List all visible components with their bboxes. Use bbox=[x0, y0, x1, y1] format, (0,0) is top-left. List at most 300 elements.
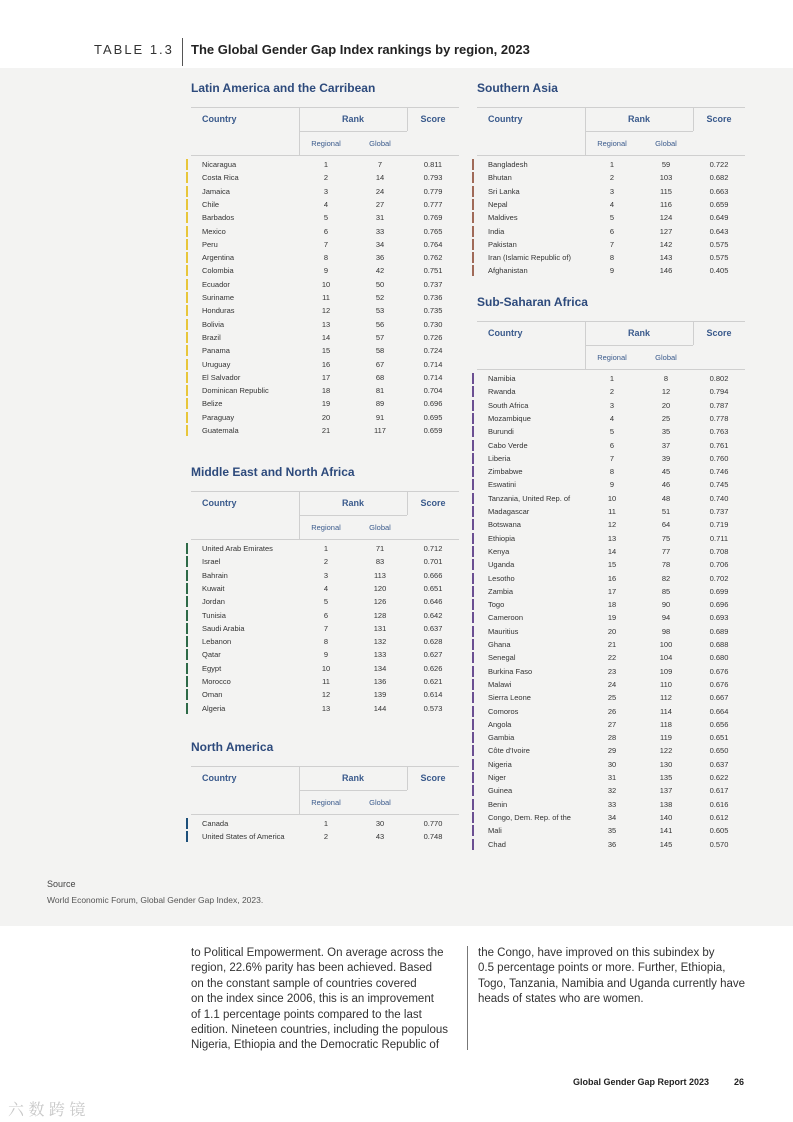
global-rank: 42 bbox=[375, 266, 385, 276]
country-name: Costa Rica bbox=[202, 173, 239, 183]
body-column-1 bbox=[191, 946, 448, 1054]
country-name: Lebanon bbox=[202, 637, 232, 647]
country-name: Nepal bbox=[488, 199, 508, 209]
country-name: Sierra Leone bbox=[488, 693, 531, 703]
regional-rank: 2 bbox=[323, 557, 329, 567]
global-rank: 75 bbox=[661, 533, 671, 543]
table-top-rule bbox=[191, 491, 459, 492]
global-rank: 30 bbox=[375, 819, 385, 828]
score-value: 0.769 bbox=[423, 213, 443, 223]
score-value: 0.712 bbox=[423, 544, 443, 553]
regional-rank: 11 bbox=[322, 293, 330, 302]
column-header-regional: Regional bbox=[311, 798, 341, 807]
score-value: 0.637 bbox=[709, 759, 729, 769]
global-rank: 90 bbox=[661, 600, 671, 610]
table-row bbox=[191, 238, 459, 251]
region-color-bar bbox=[186, 398, 188, 409]
regional-rank: 33 bbox=[607, 799, 617, 809]
column-header-score: Score bbox=[420, 773, 446, 783]
score-value: 0.688 bbox=[709, 640, 729, 649]
regional-rank: 8 bbox=[323, 253, 329, 263]
score-value: 0.737 bbox=[423, 279, 443, 289]
global-rank: 46 bbox=[661, 480, 671, 490]
country-name: Kuwait bbox=[202, 583, 225, 593]
region-color-bar bbox=[472, 426, 474, 437]
regional-rank: 12 bbox=[321, 306, 331, 316]
score-value: 0.627 bbox=[423, 650, 443, 660]
score-value: 0.779 bbox=[423, 186, 443, 196]
column-header-rank: Rank bbox=[341, 498, 364, 508]
global-rank: 128 bbox=[373, 610, 387, 620]
table-row bbox=[477, 478, 745, 491]
region-title: Southern Asia bbox=[477, 81, 558, 95]
region-color-bar bbox=[472, 599, 474, 610]
body-text-line: Nigeria, Ethiopia and the Democratic Republic of bbox=[191, 1039, 440, 1052]
table-row bbox=[191, 211, 459, 224]
country-name: Comoros bbox=[488, 706, 519, 716]
global-rank: 132 bbox=[373, 637, 387, 647]
region-color-bar bbox=[186, 831, 188, 842]
country-name: Rwanda bbox=[488, 387, 516, 397]
regional-rank: 10 bbox=[321, 663, 331, 673]
global-rank: 82 bbox=[661, 573, 671, 583]
region-color-bar bbox=[472, 239, 474, 250]
global-rank: 126 bbox=[373, 597, 387, 607]
country-name: Zimbabwe bbox=[488, 467, 523, 477]
table-row bbox=[477, 372, 745, 385]
region-color-bar bbox=[472, 172, 474, 183]
score-value: 0.763 bbox=[709, 427, 729, 437]
score-value: 0.724 bbox=[423, 346, 443, 356]
score-value: 0.745 bbox=[709, 480, 729, 490]
score-value: 0.765 bbox=[423, 226, 443, 236]
header-bottom-rule bbox=[477, 369, 745, 370]
table-row bbox=[477, 532, 745, 545]
score-value: 0.696 bbox=[423, 399, 443, 409]
table-row bbox=[191, 397, 459, 410]
regional-rank: 4 bbox=[323, 199, 329, 209]
table-row bbox=[477, 798, 745, 811]
score-value: 0.737 bbox=[709, 507, 729, 516]
country-name: India bbox=[488, 226, 505, 236]
region-color-bar bbox=[472, 692, 474, 703]
table-row bbox=[477, 518, 745, 531]
table-row bbox=[191, 569, 459, 582]
global-rank: 50 bbox=[375, 279, 385, 289]
region-color-bar bbox=[472, 639, 474, 650]
table-row bbox=[191, 358, 459, 371]
regional-rank: 3 bbox=[323, 186, 329, 196]
country-name: Malawi bbox=[488, 679, 512, 689]
source-text: World Economic Forum, Global Gender Gap Index, 2023. bbox=[47, 895, 264, 905]
score-value: 0.667 bbox=[709, 693, 729, 703]
column-header-country: Country bbox=[202, 773, 237, 783]
regional-rank: 30 bbox=[607, 759, 617, 769]
regional-rank: 28 bbox=[607, 733, 617, 743]
region-color-bar bbox=[186, 649, 188, 660]
column-header-rank: Rank bbox=[627, 114, 650, 124]
global-rank: 8 bbox=[663, 374, 669, 383]
region-color-bar bbox=[472, 666, 474, 677]
region-color-bar bbox=[472, 265, 474, 276]
source-label: Source bbox=[47, 879, 76, 889]
score-value: 0.605 bbox=[709, 826, 729, 836]
score-value: 0.628 bbox=[423, 637, 443, 647]
country-name: Liberia bbox=[488, 453, 511, 463]
region-color-bar bbox=[472, 199, 474, 210]
country-name: United States of America bbox=[202, 832, 285, 842]
country-name: Saudi Arabia bbox=[202, 623, 245, 633]
table-row bbox=[477, 425, 745, 438]
global-rank: 104 bbox=[659, 653, 673, 663]
country-name: Chile bbox=[202, 199, 220, 209]
regional-rank: 11 bbox=[322, 677, 330, 686]
country-name: Jordan bbox=[202, 597, 225, 607]
regional-rank: 8 bbox=[609, 467, 615, 477]
global-rank: 103 bbox=[659, 173, 673, 183]
global-rank: 27 bbox=[375, 199, 385, 209]
body-text-line: of 1.1 percentage points compared to the last bbox=[191, 1008, 422, 1021]
table-title: The Global Gender Gap Index rankings by region, 2023 bbox=[191, 42, 530, 57]
rank-subheader-rule bbox=[299, 790, 407, 791]
global-rank: 115 bbox=[660, 186, 672, 196]
region-color-bar bbox=[472, 772, 474, 783]
country-name: Colombia bbox=[202, 266, 234, 276]
score-value: 0.649 bbox=[709, 213, 729, 223]
score-value: 0.664 bbox=[709, 706, 729, 716]
region-color-bar bbox=[472, 799, 474, 810]
score-value: 0.746 bbox=[709, 467, 729, 477]
country-name: Oman bbox=[202, 690, 223, 700]
table-row bbox=[191, 817, 459, 830]
table-row bbox=[191, 542, 459, 555]
global-rank: 91 bbox=[375, 412, 385, 422]
rank-subheader-rule bbox=[585, 345, 693, 346]
regional-rank: 32 bbox=[607, 786, 617, 796]
regional-rank: 8 bbox=[323, 637, 329, 647]
global-rank: 37 bbox=[661, 440, 671, 450]
column-header-global: Global bbox=[369, 523, 391, 532]
score-value: 0.573 bbox=[423, 703, 443, 713]
country-name: Lesotho bbox=[488, 573, 515, 583]
country-name: Burkina Faso bbox=[488, 666, 533, 676]
global-rank: 144 bbox=[373, 703, 387, 713]
regional-rank: 3 bbox=[609, 400, 615, 410]
score-value: 0.751 bbox=[423, 266, 443, 276]
regional-rank: 12 bbox=[321, 690, 331, 700]
score-value: 0.659 bbox=[423, 426, 443, 435]
regional-rank: 6 bbox=[323, 610, 329, 620]
table-row bbox=[191, 291, 459, 304]
country-name: Nigeria bbox=[488, 759, 512, 769]
table-row bbox=[191, 555, 459, 568]
global-rank: 35 bbox=[661, 427, 671, 437]
country-name: Zambia bbox=[488, 586, 514, 596]
table-row bbox=[477, 665, 745, 678]
table-row bbox=[191, 830, 459, 843]
country-name: Bolivia bbox=[202, 319, 225, 329]
regional-rank: 29 bbox=[607, 746, 617, 756]
rank-subheader-rule bbox=[585, 131, 693, 132]
country-name: Ecuador bbox=[202, 279, 230, 289]
global-rank: 48 bbox=[661, 493, 671, 503]
global-rank: 139 bbox=[373, 690, 387, 700]
column-header-rank: Rank bbox=[341, 114, 364, 124]
score-value: 0.802 bbox=[709, 374, 729, 383]
global-rank: 143 bbox=[659, 253, 673, 263]
region-color-bar bbox=[472, 226, 474, 237]
score-value: 0.626 bbox=[423, 663, 443, 673]
country-name: Israel bbox=[202, 557, 221, 567]
region-color-bar bbox=[186, 159, 188, 170]
table-top-rule bbox=[477, 107, 745, 108]
global-rank: 142 bbox=[659, 239, 673, 249]
table-row bbox=[477, 385, 745, 398]
table-row bbox=[191, 609, 459, 622]
score-value: 0.616 bbox=[709, 799, 729, 809]
region-color-bar bbox=[472, 759, 474, 770]
column-header-rank: Rank bbox=[627, 328, 650, 338]
country-name: Paraguay bbox=[202, 412, 235, 422]
regional-rank: 15 bbox=[321, 346, 331, 356]
country-name: Namibia bbox=[488, 374, 516, 383]
page-number: 26 bbox=[734, 1077, 745, 1087]
regional-rank: 19 bbox=[607, 613, 617, 623]
regional-rank: 5 bbox=[323, 597, 329, 607]
global-rank: 14 bbox=[375, 173, 385, 183]
table-row bbox=[191, 318, 459, 331]
global-rank: 138 bbox=[659, 799, 673, 809]
regional-rank: 35 bbox=[607, 826, 617, 836]
table-top-rule bbox=[477, 321, 745, 322]
country-name: Guinea bbox=[488, 786, 513, 796]
region-color-bar bbox=[186, 412, 188, 423]
regional-rank: 8 bbox=[609, 253, 615, 263]
country-name: Cameroon bbox=[488, 613, 524, 623]
global-rank: 137 bbox=[659, 786, 673, 796]
region-color-bar bbox=[186, 359, 188, 370]
country-name: Iran (Islamic Republic of) bbox=[488, 253, 571, 263]
global-rank: 146 bbox=[659, 266, 673, 276]
table-row bbox=[477, 572, 745, 585]
country-name: Peru bbox=[202, 239, 218, 249]
score-value: 0.736 bbox=[423, 293, 443, 302]
body-text-line: region, 22.6% parity has been achieved. Based bbox=[191, 962, 433, 975]
country-name: Bhutan bbox=[488, 173, 512, 183]
score-value: 0.730 bbox=[423, 319, 443, 329]
region-color-bar bbox=[472, 732, 474, 743]
region-color-bar bbox=[472, 453, 474, 464]
country-name: Mali bbox=[488, 826, 502, 836]
country-name: Panama bbox=[202, 346, 230, 356]
global-rank: 71 bbox=[375, 544, 385, 553]
country-name: Togo bbox=[488, 600, 505, 610]
global-rank: 116 bbox=[660, 199, 672, 209]
table-row bbox=[477, 545, 745, 558]
country-name: Belize bbox=[202, 399, 223, 409]
country-name: El Salvador bbox=[202, 372, 241, 382]
table-row bbox=[477, 678, 745, 691]
regional-rank: 2 bbox=[323, 173, 329, 183]
global-rank: 141 bbox=[659, 826, 673, 836]
regional-rank: 7 bbox=[323, 623, 329, 633]
score-value: 0.621 bbox=[423, 677, 443, 686]
table-row bbox=[477, 558, 745, 571]
region-color-bar bbox=[186, 372, 188, 383]
region-color-bar bbox=[186, 818, 188, 829]
regional-rank: 31 bbox=[607, 773, 617, 782]
global-rank: 45 bbox=[661, 467, 671, 477]
column-header-global: Global bbox=[655, 353, 677, 362]
global-rank: 94 bbox=[661, 613, 671, 623]
global-rank: 127 bbox=[659, 226, 673, 236]
region-color-bar bbox=[186, 172, 188, 183]
regional-rank: 2 bbox=[323, 832, 329, 842]
region-color-bar bbox=[186, 689, 188, 700]
score-value: 0.614 bbox=[423, 690, 443, 700]
region-color-bar bbox=[472, 679, 474, 690]
body-text-line: 0.5 percentage points or more. Further, Ethiopia, bbox=[478, 962, 726, 975]
table-row bbox=[477, 758, 745, 771]
country-name: Uganda bbox=[488, 560, 515, 570]
regional-rank: 24 bbox=[607, 679, 617, 689]
regional-rank: 14 bbox=[607, 546, 617, 556]
region-title: Sub-Saharan Africa bbox=[477, 295, 588, 309]
region-color-bar bbox=[472, 479, 474, 490]
region-color-bar bbox=[186, 676, 188, 687]
score-value: 0.726 bbox=[423, 332, 443, 342]
regional-rank: 27 bbox=[607, 719, 617, 729]
region-color-bar bbox=[472, 573, 474, 584]
score-value: 0.682 bbox=[709, 173, 729, 183]
region-color-bar bbox=[186, 279, 188, 290]
regional-rank: 3 bbox=[323, 570, 329, 580]
country-name: Afghanistan bbox=[488, 266, 528, 276]
regional-rank: 26 bbox=[607, 706, 617, 716]
global-rank: 118 bbox=[660, 719, 672, 729]
region-color-bar bbox=[186, 186, 188, 197]
global-rank: 12 bbox=[661, 387, 671, 397]
score-value: 0.701 bbox=[423, 557, 443, 567]
regional-rank: 10 bbox=[607, 493, 617, 503]
table-row bbox=[191, 185, 459, 198]
country-name: Kenya bbox=[488, 546, 510, 556]
column-header-country: Country bbox=[202, 114, 237, 124]
regional-rank: 16 bbox=[321, 359, 331, 369]
column-header-score: Score bbox=[420, 498, 446, 508]
regional-rank: 13 bbox=[607, 533, 617, 543]
region-color-bar bbox=[186, 636, 188, 647]
column-header-country: Country bbox=[202, 498, 237, 508]
body-text-line: to Political Empowerment. On average across the bbox=[191, 947, 444, 959]
table-row bbox=[191, 278, 459, 291]
country-name: Dominican Republic bbox=[202, 386, 269, 396]
table-row bbox=[477, 505, 745, 518]
global-rank: 114 bbox=[660, 706, 672, 716]
regional-rank: 1 bbox=[323, 160, 329, 169]
regional-rank: 4 bbox=[323, 583, 329, 593]
country-name: Guatemala bbox=[202, 426, 239, 435]
score-value: 0.617 bbox=[709, 786, 729, 796]
table-row bbox=[477, 651, 745, 664]
region-color-bar bbox=[186, 596, 188, 607]
column-header-global: Global bbox=[369, 798, 391, 807]
body-column-2 bbox=[478, 946, 745, 1008]
body-text-line: edition. Nineteen countries, including the populous bbox=[191, 1024, 449, 1037]
country-name: Argentina bbox=[202, 253, 235, 263]
table-row bbox=[191, 304, 459, 317]
table-row bbox=[477, 225, 745, 238]
global-rank: 7 bbox=[377, 160, 383, 169]
score-value: 0.740 bbox=[709, 493, 729, 503]
score-value: 0.570 bbox=[709, 839, 729, 849]
country-name: Cabo Verde bbox=[488, 440, 528, 450]
region-color-bar bbox=[186, 199, 188, 210]
country-name: Honduras bbox=[202, 306, 235, 316]
region-color-bar bbox=[472, 839, 474, 850]
regional-rank: 34 bbox=[607, 812, 617, 822]
regional-rank: 15 bbox=[607, 560, 617, 570]
country-name: Tanzania, United Rep. of bbox=[488, 493, 571, 503]
global-rank: 130 bbox=[659, 759, 673, 769]
region-color-bar bbox=[186, 292, 188, 303]
global-rank: 24 bbox=[375, 186, 385, 196]
regional-rank: 2 bbox=[609, 387, 615, 397]
region-color-bar bbox=[472, 652, 474, 663]
global-rank: 83 bbox=[375, 557, 385, 567]
score-value: 0.714 bbox=[423, 372, 443, 382]
table-row bbox=[191, 675, 459, 688]
table-row bbox=[191, 331, 459, 344]
table-row bbox=[477, 238, 745, 251]
score-value: 0.764 bbox=[423, 239, 443, 249]
regional-rank: 20 bbox=[321, 412, 331, 422]
global-rank: 51 bbox=[661, 507, 671, 516]
region-title: Middle East and North Africa bbox=[191, 465, 355, 479]
country-name: Egypt bbox=[202, 663, 222, 673]
country-name: Botswana bbox=[488, 520, 521, 530]
global-rank: 135 bbox=[659, 773, 673, 782]
table-row bbox=[191, 251, 459, 264]
regional-rank: 25 bbox=[607, 693, 617, 703]
score-value: 0.642 bbox=[423, 610, 443, 620]
score-value: 0.680 bbox=[709, 653, 729, 663]
table-row bbox=[477, 824, 745, 837]
global-rank: 110 bbox=[660, 679, 672, 689]
table-row bbox=[477, 705, 745, 718]
region-color-bar bbox=[186, 305, 188, 316]
table-row bbox=[477, 771, 745, 784]
score-value: 0.693 bbox=[709, 613, 729, 623]
score-value: 0.704 bbox=[423, 386, 443, 396]
table-row bbox=[477, 439, 745, 452]
score-value: 0.696 bbox=[709, 600, 729, 610]
score-value: 0.811 bbox=[423, 160, 443, 169]
region-color-bar bbox=[472, 466, 474, 477]
column-header-rank: Rank bbox=[341, 773, 364, 783]
page-header bbox=[0, 0, 793, 68]
score-value: 0.748 bbox=[423, 832, 443, 842]
country-name: Chad bbox=[488, 839, 506, 849]
region-color-bar bbox=[186, 345, 188, 356]
column-header-regional: Regional bbox=[311, 523, 341, 532]
regional-rank: 12 bbox=[607, 520, 617, 530]
global-rank: 133 bbox=[373, 650, 387, 660]
global-rank: 25 bbox=[661, 413, 671, 423]
table-row bbox=[477, 838, 745, 851]
score-value: 0.676 bbox=[709, 679, 729, 689]
country-name: Burundi bbox=[488, 427, 514, 437]
